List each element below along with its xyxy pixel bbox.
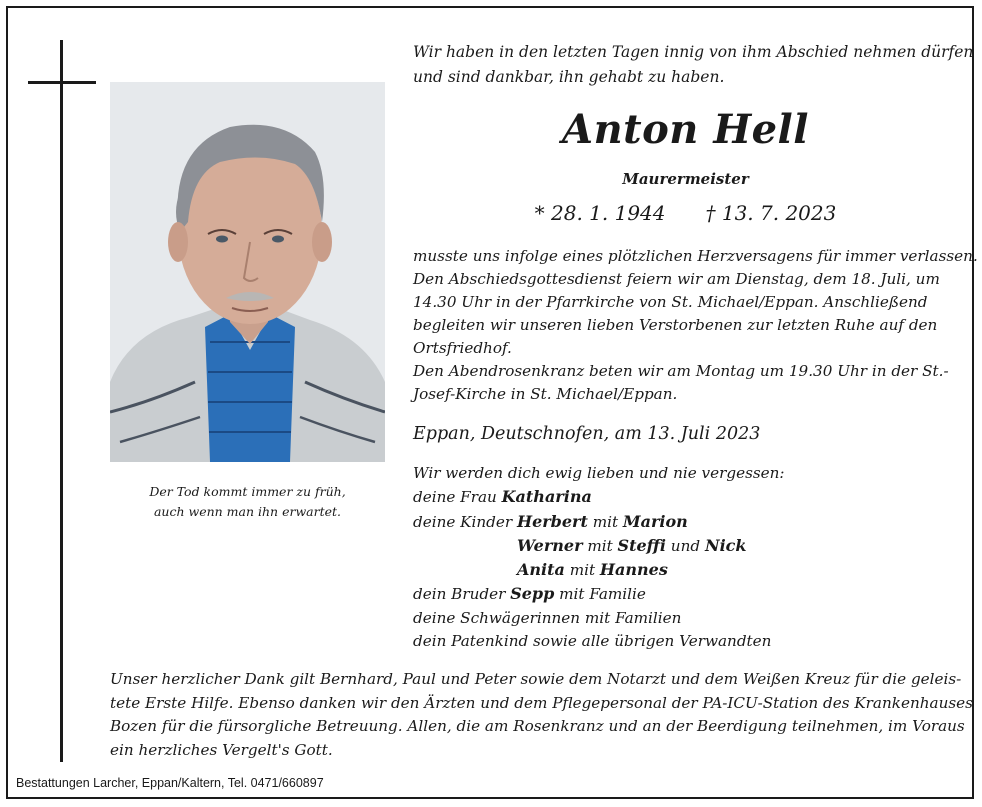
mourner-name: Hannes bbox=[599, 560, 668, 580]
deceased-profession: Maurermeister bbox=[622, 170, 749, 188]
thanks-text bbox=[110, 668, 973, 762]
announcement-line: Josef-Kirche in St. Michael/Eppan. bbox=[413, 385, 678, 403]
birth-date: * 28. 1. 1944 bbox=[534, 201, 666, 225]
announcement-line: Den Abschiedsgottesdienst feiern wir am Dienstag, dem 18. Juli, um bbox=[413, 270, 940, 288]
mourner-name: Marion bbox=[622, 511, 688, 531]
mourner-name: Steffi bbox=[617, 535, 666, 555]
relation-label: dein Bruder bbox=[413, 585, 511, 604]
mourner-godchild: dein Patenkind sowie alle übrigen Verwandten bbox=[413, 632, 772, 651]
mourner-in-laws: deine Schwägerinnen mit Familien bbox=[413, 608, 682, 627]
caption-line: auch wenn man ihn erwartet. bbox=[153, 504, 342, 519]
mourner-name: Herbert bbox=[516, 511, 588, 531]
mourners-list bbox=[413, 462, 958, 653]
mourners-opening: Wir werden dich ewig lieben und nie vergessen: bbox=[413, 464, 785, 482]
thanks-line: tete Erste Hilfe. Ebenso danken wir den Ärzten und dem Pflegepersonal der PA-ICU-Station des Krankenhauses bbox=[110, 693, 973, 712]
mourner-name: Werner bbox=[517, 535, 583, 555]
portrait-photo bbox=[110, 82, 385, 462]
mourner-name: Katharina bbox=[501, 487, 592, 507]
intro-line: Wir haben in den letzten Tagen innig von ihm Abschied nehmen dürfen bbox=[413, 43, 974, 61]
relation-label: deine Kinder bbox=[413, 512, 517, 531]
announcement-line: Den Abendrosenkranz beten wir am Montag um 19.30 Uhr in der St.- bbox=[413, 362, 949, 380]
announcement-text bbox=[413, 245, 978, 406]
mourner-brother bbox=[413, 582, 958, 606]
announcement-line: begleiten wir unseren lieben Verstorbenen zur letzten Ruhe auf den bbox=[413, 316, 938, 334]
announcement-line: 14.30 Uhr in der Pfarrkirche von St. Michael/Eppan. Anschließend bbox=[413, 293, 928, 311]
cross-icon-horizontal bbox=[28, 81, 96, 84]
deceased-name: Anton Hell bbox=[562, 106, 809, 153]
cross-icon-vertical bbox=[60, 40, 63, 762]
connector-text: mit bbox=[587, 512, 623, 531]
relation-label: deine Frau bbox=[413, 488, 502, 507]
funeral-home-footer: Bestattungen Larcher, Eppan/Kaltern, Tel. 0471/660897 bbox=[16, 776, 324, 790]
life-dates bbox=[413, 198, 958, 228]
connector-text: und bbox=[665, 536, 705, 555]
mourner-child bbox=[413, 534, 958, 558]
mourner-child bbox=[413, 558, 958, 582]
thanks-line: Bozen für die fürsorgliche Betreuung. Allen, die am Rosenkranz und an der Beerdigung teilnehmen, im Voraus bbox=[110, 717, 965, 735]
mourner-child bbox=[413, 510, 958, 534]
mourner-wife bbox=[413, 485, 958, 509]
announcement-line: Ortsfriedhof. bbox=[413, 339, 512, 357]
connector-text: mit bbox=[582, 536, 618, 555]
death-date: † 13. 7. 2023 bbox=[705, 201, 837, 225]
intro-line: und sind dankbar, ihn gehabt zu haben. bbox=[413, 68, 725, 86]
connector-text: mit bbox=[564, 561, 600, 580]
mourner-name: Sepp bbox=[510, 584, 555, 604]
mourner-name: Nick bbox=[704, 535, 747, 555]
place-and-date: Eppan, Deutschnofen, am 13. Juli 2023 bbox=[413, 424, 761, 444]
thanks-line: Unser herzlicher Dank gilt Bernhard, Paul und Peter sowie dem Notarzt und dem Weißen Kreuz für die geleis- bbox=[110, 670, 962, 688]
connector-text: mit Familie bbox=[554, 585, 646, 604]
mourner-name: Anita bbox=[517, 560, 565, 580]
thanks-line: ein herzliches Vergelt's Gott. bbox=[110, 740, 333, 759]
photo-caption bbox=[110, 482, 385, 522]
intro-text bbox=[413, 40, 974, 90]
announcement-line: musste uns infolge eines plötzlichen Herzversagens für immer verlassen. bbox=[413, 247, 978, 265]
caption-line: Der Tod kommt immer zu früh, bbox=[149, 484, 346, 499]
